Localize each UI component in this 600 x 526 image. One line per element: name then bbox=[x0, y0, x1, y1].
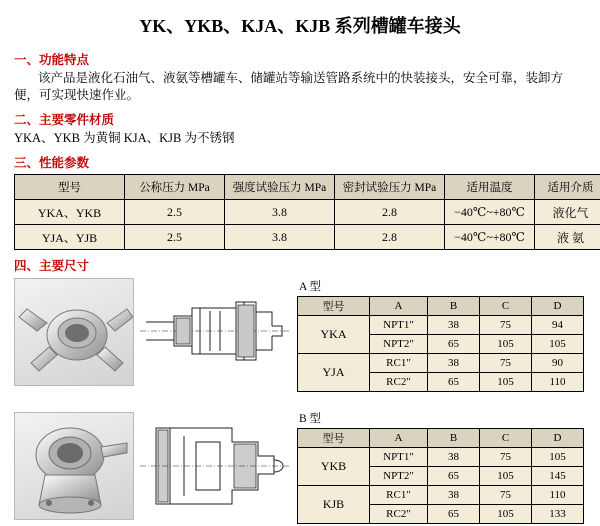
cell-model: YKB bbox=[298, 448, 370, 486]
cell-a: RC2" bbox=[370, 505, 428, 524]
product-photo-type-b bbox=[14, 412, 134, 520]
section-heading-material: 二、主要零件材质 bbox=[14, 110, 586, 128]
cell-b: 38 bbox=[428, 448, 480, 467]
dimension-table-type-a bbox=[297, 296, 584, 392]
cell-b: 38 bbox=[428, 486, 480, 505]
cell-c: 75 bbox=[480, 486, 532, 505]
cell-strength-pressure: 3.8 bbox=[225, 225, 335, 250]
table-row bbox=[298, 354, 584, 373]
cell-a: NPT2" bbox=[370, 467, 428, 486]
table-row bbox=[15, 225, 600, 250]
cell-d: 110 bbox=[532, 373, 584, 392]
column-header: 型号 bbox=[15, 175, 125, 200]
cell-temperature: −40℃~+80℃ bbox=[445, 225, 535, 250]
cell-b: 65 bbox=[428, 335, 480, 354]
page-title: YK、YKB、KJA、KJB 系列槽罐车接头 bbox=[14, 0, 586, 44]
cell-b: 65 bbox=[428, 373, 480, 392]
cell-c: 75 bbox=[480, 354, 532, 373]
section-heading-features: 一、功能特点 bbox=[14, 50, 586, 68]
cell-medium: 液 氨 bbox=[535, 225, 600, 250]
cell-temperature: −40℃~+80℃ bbox=[445, 200, 535, 225]
cell-nominal-pressure: 2.5 bbox=[125, 225, 225, 250]
table-row bbox=[298, 448, 584, 467]
column-header: A bbox=[370, 297, 428, 316]
cell-c: 105 bbox=[480, 467, 532, 486]
cell-b: 38 bbox=[428, 354, 480, 373]
column-header: A bbox=[370, 429, 428, 448]
cell-c: 75 bbox=[480, 316, 532, 335]
table-header-row bbox=[298, 297, 584, 316]
column-header: C bbox=[480, 297, 532, 316]
material-text: YKA、YKB 为黄铜 KJA、KJB 为不锈钢 bbox=[14, 130, 586, 147]
cell-seal-pressure: 2.8 bbox=[335, 200, 445, 225]
column-header: B bbox=[428, 429, 480, 448]
cell-c: 105 bbox=[480, 505, 532, 524]
cell-nominal-pressure: 2.5 bbox=[125, 200, 225, 225]
cell-a: RC2" bbox=[370, 373, 428, 392]
section-heading-performance: 三、性能参数 bbox=[14, 153, 586, 171]
column-header: 公称压力 MPa bbox=[125, 175, 225, 200]
cell-model: YJA bbox=[298, 354, 370, 392]
cell-d: 145 bbox=[532, 467, 584, 486]
cell-c: 75 bbox=[480, 448, 532, 467]
table-row bbox=[298, 316, 584, 335]
cell-d: 105 bbox=[532, 335, 584, 354]
cell-b: 65 bbox=[428, 467, 480, 486]
features-text: 该产品是液化石油气、液氨等槽罐车、储罐站等输送管路系统中的快装接头，安全可靠，装卸方便，可实现快速作业。 bbox=[14, 70, 586, 104]
technical-drawing-type-a bbox=[140, 278, 290, 384]
table-row bbox=[15, 200, 600, 225]
column-header: 密封试验压力 MPa bbox=[335, 175, 445, 200]
table-header-row bbox=[15, 175, 600, 200]
column-header: 型号 bbox=[298, 297, 370, 316]
type-a-label: A 型 bbox=[299, 278, 586, 294]
product-photo-type-a bbox=[14, 278, 134, 386]
image-row-type-b bbox=[14, 412, 293, 520]
cell-model: KJB bbox=[298, 486, 370, 524]
cell-b: 38 bbox=[428, 316, 480, 335]
cell-model: YJA、YJB bbox=[15, 225, 125, 250]
cell-d: 110 bbox=[532, 486, 584, 505]
cell-b: 65 bbox=[428, 505, 480, 524]
images-column bbox=[14, 278, 293, 526]
cell-seal-pressure: 2.8 bbox=[335, 225, 445, 250]
column-header: D bbox=[532, 297, 584, 316]
section-heading-dimensions: 四、主要尺寸 bbox=[14, 256, 586, 274]
cell-model: YKA、YKB bbox=[15, 200, 125, 225]
cell-c: 105 bbox=[480, 335, 532, 354]
cell-a: NPT1" bbox=[370, 448, 428, 467]
cell-a: NPT1" bbox=[370, 316, 428, 335]
column-header: 适用介质 bbox=[535, 175, 600, 200]
dimension-table-type-b bbox=[297, 428, 584, 524]
cell-a: RC1" bbox=[370, 486, 428, 505]
dimensions-area bbox=[14, 278, 586, 526]
column-header: C bbox=[480, 429, 532, 448]
dimension-tables-column bbox=[293, 278, 586, 526]
cell-d: 105 bbox=[532, 448, 584, 467]
table-row bbox=[298, 486, 584, 505]
column-header: 适用温度 bbox=[445, 175, 535, 200]
type-b-label: B 型 bbox=[299, 410, 586, 426]
cell-d: 94 bbox=[532, 316, 584, 335]
cell-a: RC1" bbox=[370, 354, 428, 373]
cell-medium: 液化气 bbox=[535, 200, 600, 225]
technical-drawing-type-b bbox=[140, 412, 290, 518]
column-header: 型号 bbox=[298, 429, 370, 448]
type-b-group bbox=[297, 410, 586, 524]
image-row-type-a bbox=[14, 278, 293, 386]
table-header-row bbox=[298, 429, 584, 448]
performance-table bbox=[14, 174, 600, 250]
cell-c: 105 bbox=[480, 373, 532, 392]
cell-d: 133 bbox=[532, 505, 584, 524]
cell-model: YKA bbox=[298, 316, 370, 354]
column-header: D bbox=[532, 429, 584, 448]
column-header: 强度试验压力 MPa bbox=[225, 175, 335, 200]
cell-strength-pressure: 3.8 bbox=[225, 200, 335, 225]
cell-a: NPT2" bbox=[370, 335, 428, 354]
column-header: B bbox=[428, 297, 480, 316]
cell-d: 90 bbox=[532, 354, 584, 373]
